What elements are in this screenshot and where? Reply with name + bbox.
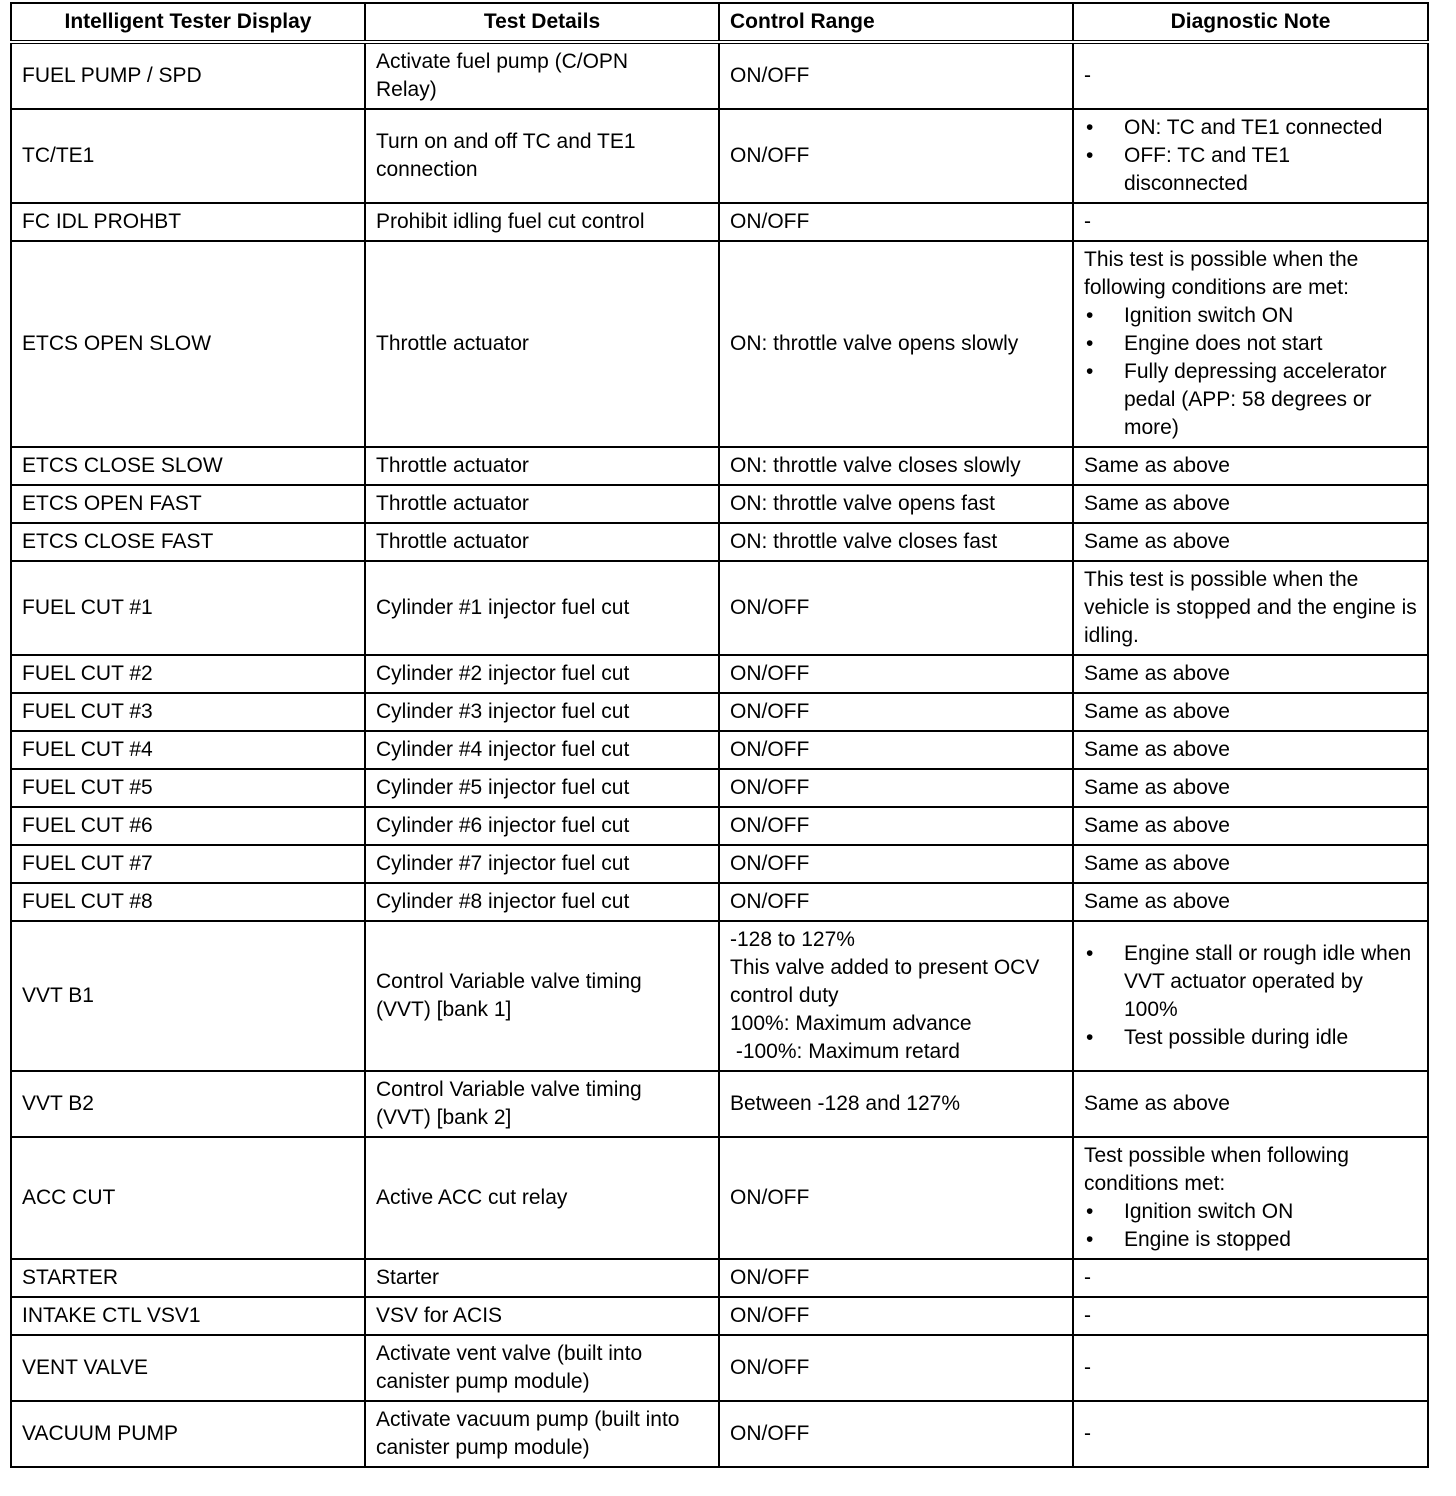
test-details-line: Activate vent valve (built into xyxy=(376,1342,643,1365)
cell-tester-display: FC IDL PROHBT xyxy=(11,203,365,241)
cell-test-details xyxy=(365,485,719,523)
control-range-line: control duty xyxy=(730,984,839,1007)
test-details-line: Turn on and off TC and TE1 xyxy=(376,130,636,153)
cell-tester-display: FUEL CUT #3 xyxy=(11,693,365,731)
cell-control-range xyxy=(719,1335,1073,1401)
control-range-line: 100%: Maximum advance xyxy=(730,1012,972,1035)
table-row xyxy=(11,109,1428,203)
cell-test-details xyxy=(365,921,719,1071)
test-details-line: Cylinder #6 injector fuel cut xyxy=(376,814,630,837)
cell-test-details xyxy=(365,845,719,883)
diagnostic-note-bullet: • Test possible during idle xyxy=(1084,1024,1417,1052)
cell-tester-display: FUEL PUMP / SPD xyxy=(11,42,365,109)
cell-tester-display: FUEL CUT #1 xyxy=(11,561,365,655)
cell-test-details xyxy=(365,561,719,655)
control-range-line: This valve added to present OCV xyxy=(730,956,1040,979)
cell-diagnostic-note xyxy=(1073,921,1428,1071)
test-details-line: VSV for ACIS xyxy=(376,1304,503,1327)
table-row xyxy=(11,523,1428,561)
cell-diagnostic-note xyxy=(1073,561,1428,655)
cell-control-range xyxy=(719,485,1073,523)
cell-control-range xyxy=(719,203,1073,241)
test-details-line: canister pump module) xyxy=(376,1370,590,1393)
cell-control-range xyxy=(719,883,1073,921)
diagnostic-note-text: Same as above xyxy=(1084,454,1230,477)
control-range-line: ON: throttle valve opens fast xyxy=(730,492,995,515)
diagnostic-note-text: Same as above xyxy=(1084,738,1230,761)
active-test-table xyxy=(10,2,1429,1468)
cell-tester-display: ETCS CLOSE FAST xyxy=(11,523,365,561)
cell-test-details xyxy=(365,693,719,731)
control-range-line: ON/OFF xyxy=(730,738,810,761)
control-range-line: ON: throttle valve closes fast xyxy=(730,530,998,553)
diagnostic-note-text: Same as above xyxy=(1084,492,1230,515)
cell-diagnostic-note xyxy=(1073,1335,1428,1401)
table-row xyxy=(11,1259,1428,1297)
header-control-range: Control Range xyxy=(719,3,1073,42)
cell-diagnostic-note xyxy=(1073,655,1428,693)
diagnostic-note-text: Same as above xyxy=(1084,1092,1230,1115)
cell-control-range xyxy=(719,1297,1073,1335)
table-row xyxy=(11,1335,1428,1401)
cell-control-range xyxy=(719,731,1073,769)
cell-tester-display: VACUUM PUMP xyxy=(11,1401,365,1467)
cell-test-details xyxy=(365,1401,719,1467)
table-row xyxy=(11,655,1428,693)
diagnostic-note-text: This test is possible when the vehicle is stopped and the engine is idling. xyxy=(1084,568,1417,647)
cell-test-details xyxy=(365,1137,719,1259)
cell-control-range xyxy=(719,42,1073,109)
cell-tester-display: VVT B1 xyxy=(11,921,365,1071)
header-tester-display: Intelligent Tester Display xyxy=(11,3,365,42)
diagnostic-note-bullet: • Fully depressing accelerator pedal (APP: 58 degrees or more) xyxy=(1084,358,1417,442)
cell-tester-display: VENT VALVE xyxy=(11,1335,365,1401)
table-row xyxy=(11,42,1428,109)
cell-tester-display: TC/TE1 xyxy=(11,109,365,203)
cell-test-details xyxy=(365,655,719,693)
cell-diagnostic-note xyxy=(1073,109,1428,203)
control-range-line: ON: throttle valve closes slowly xyxy=(730,454,1021,477)
control-range-line: ON/OFF xyxy=(730,890,810,913)
table-body xyxy=(11,42,1428,1467)
table-header-row xyxy=(11,3,1428,42)
cell-control-range xyxy=(719,769,1073,807)
test-details-line: Throttle actuator xyxy=(376,530,529,553)
test-details-line: Cylinder #2 injector fuel cut xyxy=(376,662,630,685)
table-row xyxy=(11,693,1428,731)
test-details-line: Cylinder #4 injector fuel cut xyxy=(376,738,630,761)
cell-control-range xyxy=(719,1401,1073,1467)
control-range-line: ON/OFF xyxy=(730,776,810,799)
diagnostic-note-bullet: • ON: TC and TE1 connected xyxy=(1084,114,1417,142)
cell-tester-display: FUEL CUT #2 xyxy=(11,655,365,693)
cell-tester-display: ETCS OPEN SLOW xyxy=(11,241,365,447)
diagnostic-note-text: Same as above xyxy=(1084,814,1230,837)
cell-diagnostic-note xyxy=(1073,807,1428,845)
test-details-line: canister pump module) xyxy=(376,1436,590,1459)
cell-test-details xyxy=(365,769,719,807)
diagnostic-note-bullet: • Ignition switch ON xyxy=(1084,302,1417,330)
diagnostic-note-bullet: • Engine is stopped xyxy=(1084,1226,1417,1254)
diagnostic-note-text: - xyxy=(1084,210,1091,233)
control-range-line: ON/OFF xyxy=(730,596,810,619)
cell-tester-display: ETCS CLOSE SLOW xyxy=(11,447,365,485)
cell-test-details xyxy=(365,447,719,485)
cell-control-range xyxy=(719,109,1073,203)
cell-control-range xyxy=(719,523,1073,561)
test-details-line: Activate vacuum pump (built into xyxy=(376,1408,680,1431)
test-details-line: Active ACC cut relay xyxy=(376,1186,568,1209)
table-row xyxy=(11,1071,1428,1137)
diagnostic-note-text: - xyxy=(1084,1266,1091,1289)
cell-diagnostic-note xyxy=(1073,1297,1428,1335)
table-row xyxy=(11,241,1428,447)
cell-diagnostic-note xyxy=(1073,693,1428,731)
diagnostic-note-bullets xyxy=(1084,1198,1417,1254)
cell-tester-display: INTAKE CTL VSV1 xyxy=(11,1297,365,1335)
diagnostic-note-bullet: • Engine does not start xyxy=(1084,330,1417,358)
control-range-line: ON/OFF xyxy=(730,814,810,837)
diagnostic-note-text: Same as above xyxy=(1084,890,1230,913)
cell-control-range xyxy=(719,447,1073,485)
diagnostic-note-text: Same as above xyxy=(1084,530,1230,553)
test-details-line: Cylinder #8 injector fuel cut xyxy=(376,890,630,913)
cell-diagnostic-note xyxy=(1073,1137,1428,1259)
test-details-line: Throttle actuator xyxy=(376,332,529,355)
control-range-line: ON: throttle valve opens slowly xyxy=(730,332,1019,355)
control-range-line: ON/OFF xyxy=(730,662,810,685)
cell-control-range xyxy=(719,1137,1073,1259)
diagnostic-note-text: - xyxy=(1084,1356,1091,1379)
diagnostic-note-text: Same as above xyxy=(1084,852,1230,875)
table-row xyxy=(11,731,1428,769)
table-row xyxy=(11,921,1428,1071)
cell-tester-display: FUEL CUT #5 xyxy=(11,769,365,807)
cell-diagnostic-note xyxy=(1073,485,1428,523)
control-range-line: ON/OFF xyxy=(730,64,810,87)
cell-test-details xyxy=(365,1259,719,1297)
control-range-line: ON/OFF xyxy=(730,1422,810,1445)
table-row xyxy=(11,203,1428,241)
control-range-line: -128 to 127% xyxy=(730,928,855,951)
test-details-line: Relay) xyxy=(376,78,437,101)
cell-diagnostic-note xyxy=(1073,42,1428,109)
control-range-line: ON/OFF xyxy=(730,144,810,167)
diagnostic-note-bullets xyxy=(1084,114,1417,198)
cell-diagnostic-note xyxy=(1073,241,1428,447)
test-details-line: Throttle actuator xyxy=(376,454,529,477)
diagnostic-note-text: Same as above xyxy=(1084,700,1230,723)
cell-control-range xyxy=(719,921,1073,1071)
diagnostic-note-text: Test possible when following conditions met: xyxy=(1084,1144,1349,1195)
test-details-line: Prohibit idling fuel cut control xyxy=(376,210,645,233)
cell-tester-display: ACC CUT xyxy=(11,1137,365,1259)
cell-tester-display: STARTER xyxy=(11,1259,365,1297)
test-details-line: Control Variable valve timing xyxy=(376,970,642,993)
diagnostic-note-bullets xyxy=(1084,302,1417,442)
cell-diagnostic-note xyxy=(1073,523,1428,561)
control-range-line: ON/OFF xyxy=(730,852,810,875)
cell-tester-display: FUEL CUT #6 xyxy=(11,807,365,845)
cell-diagnostic-note xyxy=(1073,203,1428,241)
diagnostic-note-bullet: • Engine stall or rough idle when VVT actuator operated by 100% xyxy=(1084,940,1417,1024)
diagnostic-note-text: - xyxy=(1084,1304,1091,1327)
table-row xyxy=(11,1137,1428,1259)
cell-control-range xyxy=(719,655,1073,693)
test-details-line: Cylinder #7 injector fuel cut xyxy=(376,852,630,875)
cell-tester-display: FUEL CUT #8 xyxy=(11,883,365,921)
test-details-line: (VVT) [bank 1] xyxy=(376,998,512,1021)
cell-test-details xyxy=(365,807,719,845)
table-row xyxy=(11,485,1428,523)
cell-diagnostic-note xyxy=(1073,769,1428,807)
diagnostic-note-text: This test is possible when the following conditions are met: xyxy=(1084,248,1359,299)
cell-tester-display: FUEL CUT #7 xyxy=(11,845,365,883)
table-row xyxy=(11,883,1428,921)
diagnostic-note-text: Same as above xyxy=(1084,662,1230,685)
test-details-line: connection xyxy=(376,158,478,181)
test-details-line: (VVT) [bank 2] xyxy=(376,1106,512,1129)
cell-control-range xyxy=(719,693,1073,731)
cell-test-details xyxy=(365,42,719,109)
table-row xyxy=(11,1297,1428,1335)
table-row xyxy=(11,561,1428,655)
cell-test-details xyxy=(365,1071,719,1137)
test-details-line: Activate fuel pump (C/OPN xyxy=(376,50,629,73)
table-row xyxy=(11,845,1428,883)
header-diagnostic-note: Diagnostic Note xyxy=(1073,3,1428,42)
cell-test-details xyxy=(365,883,719,921)
cell-test-details xyxy=(365,109,719,203)
cell-diagnostic-note xyxy=(1073,883,1428,921)
diagnostic-note-bullet: • OFF: TC and TE1 disconnected xyxy=(1084,142,1417,198)
cell-diagnostic-note xyxy=(1073,845,1428,883)
test-details-line: Cylinder #1 injector fuel cut xyxy=(376,596,630,619)
cell-diagnostic-note xyxy=(1073,447,1428,485)
cell-test-details xyxy=(365,241,719,447)
control-range-line: ON/OFF xyxy=(730,1186,810,1209)
cell-control-range xyxy=(719,241,1073,447)
cell-control-range xyxy=(719,1071,1073,1137)
control-range-line: -100%: Maximum retard xyxy=(730,1040,960,1063)
cell-tester-display: VVT B2 xyxy=(11,1071,365,1137)
cell-control-range xyxy=(719,807,1073,845)
control-range-line: ON/OFF xyxy=(730,1356,810,1379)
control-range-line: ON/OFF xyxy=(730,1266,810,1289)
cell-test-details xyxy=(365,523,719,561)
cell-test-details xyxy=(365,731,719,769)
cell-diagnostic-note xyxy=(1073,1071,1428,1137)
table-row xyxy=(11,769,1428,807)
table-row xyxy=(11,1401,1428,1467)
control-range-line: ON/OFF xyxy=(730,1304,810,1327)
diagnostic-note-bullets xyxy=(1084,940,1417,1052)
cell-tester-display: ETCS OPEN FAST xyxy=(11,485,365,523)
diagnostic-note-text: Same as above xyxy=(1084,776,1230,799)
table-row xyxy=(11,807,1428,845)
test-details-line: Cylinder #3 injector fuel cut xyxy=(376,700,630,723)
cell-control-range xyxy=(719,561,1073,655)
test-details-line: Control Variable valve timing xyxy=(376,1078,642,1101)
header-test-details: Test Details xyxy=(365,3,719,42)
cell-diagnostic-note xyxy=(1073,1401,1428,1467)
test-details-line: Cylinder #5 injector fuel cut xyxy=(376,776,630,799)
diagnostic-note-bullet: • Ignition switch ON xyxy=(1084,1198,1417,1226)
test-details-line: Throttle actuator xyxy=(376,492,529,515)
cell-diagnostic-note xyxy=(1073,731,1428,769)
cell-test-details xyxy=(365,1335,719,1401)
diagnostic-note-text: - xyxy=(1084,1422,1091,1445)
test-details-line: Starter xyxy=(376,1266,440,1289)
control-range-line: ON/OFF xyxy=(730,700,810,723)
diagnostic-note-text: - xyxy=(1084,64,1091,87)
cell-control-range xyxy=(719,1259,1073,1297)
cell-tester-display: FUEL CUT #4 xyxy=(11,731,365,769)
table-row xyxy=(11,447,1428,485)
control-range-line: Between -128 and 127% xyxy=(730,1092,961,1115)
cell-test-details xyxy=(365,1297,719,1335)
control-range-line: ON/OFF xyxy=(730,210,810,233)
cell-control-range xyxy=(719,845,1073,883)
cell-diagnostic-note xyxy=(1073,1259,1428,1297)
cell-test-details xyxy=(365,203,719,241)
